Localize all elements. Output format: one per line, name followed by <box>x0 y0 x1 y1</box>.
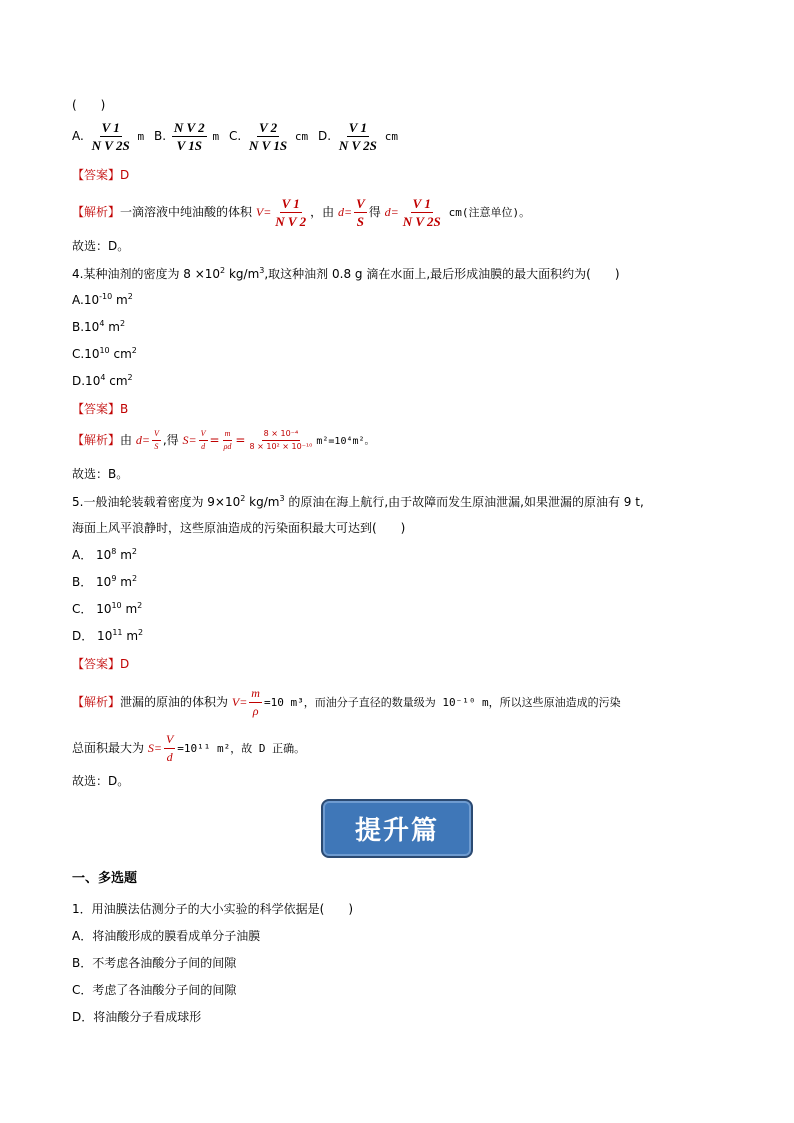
q3-analysis-f1-den: N V 2 <box>275 214 307 229</box>
q4-opt-d-text: D.10 <box>72 374 101 388</box>
q3-answer-tag: 【答案】 <box>72 168 121 182</box>
q4-opt-a-unit-exp: 2 <box>127 292 133 301</box>
q5-analysis-v: V= <box>231 695 248 709</box>
q4-analysis-tail: m²=10⁴m²。 <box>316 436 375 447</box>
q4-opt-a-unit: m <box>112 293 128 307</box>
q5-opt-b-unit-exp: 2 <box>131 574 138 583</box>
q4-opt-c-unit-exp: 2 <box>131 346 137 355</box>
q5-stem-a: 5.一般油轮装载着密度为 9×10 <box>72 495 241 509</box>
q5-opt-c-unit: m <box>121 602 138 616</box>
q3-analysis-fraction2 <box>354 196 367 229</box>
q3-analysis-f2-num: V <box>356 196 365 211</box>
q3-opt-b-label: B. <box>153 129 167 143</box>
q3-analysis-d2: d= <box>384 205 399 219</box>
q4-opt-c-text: C.10 <box>72 347 100 361</box>
q3-analysis-text4: cm(注意单位)。 <box>448 206 531 219</box>
q4-stem-c: ,取这种油剂 0.8 g 滴在水面上,最后形成油膜的最大面积约为( ) <box>264 267 620 281</box>
q3-opt-b-fraction <box>172 120 207 153</box>
q3-analysis-v: V= <box>255 205 272 219</box>
q5-opt-c-text: C． 10 <box>72 602 112 616</box>
q4-analysis-f1-num: V <box>152 429 161 441</box>
q5-opt-b-exp: 9 <box>111 574 117 583</box>
q4-analysis-text2: ,得 <box>162 433 179 447</box>
q5-analysis-text4: =10¹¹ m²，故 D 正确。 <box>177 742 306 755</box>
q4-analysis-f1-den: S <box>154 442 159 451</box>
q4-analysis-f2-num: V <box>199 429 208 441</box>
q4-opt-b-exp: 4 <box>99 319 105 328</box>
q3-analysis-fraction3 <box>401 196 443 229</box>
q3-opt-a-unit: m <box>137 130 145 143</box>
q3-opt-c-unit: cm <box>294 130 309 143</box>
q4-choose: 故选：B。 <box>72 467 129 481</box>
q4-analysis-fraction1 <box>152 429 161 452</box>
q4-opt-b-text: B.10 <box>72 320 100 334</box>
q5-stem-sup2: 3 <box>279 494 285 503</box>
q5-opt-d-unit-exp: 2 <box>138 628 144 637</box>
q4-stem-sup2: 3 <box>259 266 265 275</box>
q4-analysis-fraction4 <box>247 429 314 452</box>
q5-opt-a-unit: m <box>116 548 132 562</box>
q5-opt-b-unit: m <box>116 575 132 589</box>
q3-paren: ( ) <box>72 98 106 112</box>
q5-analysis-fraction2 <box>164 732 175 765</box>
q5-analysis-f2-num: V <box>164 732 175 749</box>
q5-opt-c-unit-exp: 2 <box>137 601 143 610</box>
q3-analysis-f1-num: V 1 <box>281 196 300 211</box>
q5-answer-value: D <box>120 657 130 671</box>
q3-answer <box>72 166 129 184</box>
q5-stem-sup1: 2 <box>240 494 246 503</box>
q3-options <box>72 120 398 153</box>
q3-opt-d-unit: cm <box>384 130 398 143</box>
q5-analysis-f1-den: ρ <box>252 704 259 718</box>
q3-opt-c-label: C. <box>228 129 242 143</box>
q3-analysis-f3-num: V 1 <box>412 196 431 211</box>
q3-opt-a-num: V 1 <box>101 120 120 135</box>
q5-opt-d-text: D． 10 <box>72 629 113 643</box>
q3-opt-a-fraction <box>90 120 132 153</box>
q4-option-c <box>72 345 137 363</box>
q1-option-d: D．将油酸分子看成球形 <box>72 1010 202 1024</box>
q5-option-d <box>72 627 143 645</box>
q3-analysis-text1: 一滴溶液中纯油酸的体积 <box>120 205 253 219</box>
q4-stem-a: 4.某种油剂的密度为 8 ×10 <box>72 267 221 281</box>
q4-opt-a-text: A.10 <box>72 293 100 307</box>
q5-opt-a-unit-exp: 2 <box>131 547 137 556</box>
q5-opt-c-exp: 10 <box>111 601 122 610</box>
q5-opt-a-exp: 8 <box>111 547 117 556</box>
q3-opt-d-den: N V 2S <box>338 138 377 153</box>
q4-analysis <box>72 425 375 457</box>
q3-analysis-f2-den: S <box>356 214 365 229</box>
q4-analysis-f3-num: m <box>223 429 233 441</box>
q3-analysis-tag: 【解析】 <box>72 205 121 219</box>
q4-analysis-eq2: = <box>235 433 246 447</box>
q4-option-a <box>72 291 133 309</box>
q4-opt-d-unit-exp: 2 <box>127 373 133 382</box>
q4-opt-b-unit: m <box>104 320 120 334</box>
q3-analysis-fraction1 <box>273 196 308 229</box>
q4-analysis-s: S= <box>182 433 197 447</box>
q4-analysis-tag: 【解析】 <box>72 433 121 447</box>
q4-answer-tag: 【答案】 <box>72 402 121 416</box>
q4-analysis-f4-num: 8 × 10⁻⁴ <box>262 429 301 441</box>
q3-opt-d-label: D. <box>317 129 332 143</box>
q4-opt-d-exp: 4 <box>100 373 106 382</box>
q3-opt-a-den: N V 2S <box>91 138 130 153</box>
q3-opt-c-fraction <box>247 120 289 153</box>
q3-analysis <box>72 196 530 229</box>
q1-stem: 1．用油膜法估测分子的大小实验的科学依据是( ) <box>72 902 354 916</box>
q5-stem-b: kg/m <box>245 495 280 509</box>
q3-opt-b-num: N V 2 <box>173 120 205 135</box>
q3-analysis-d: d= <box>337 205 353 219</box>
q5-opt-d-unit: m <box>122 629 139 643</box>
q5-option-c <box>72 600 142 618</box>
q3-opt-d-num: V 1 <box>348 120 367 135</box>
q4-stem <box>72 265 620 283</box>
section-banner-title: 提升篇 <box>354 816 439 846</box>
q3-analysis-text2: ，由 <box>310 205 335 219</box>
q4-analysis-text1: 由 <box>120 433 133 447</box>
q4-opt-c-exp: 10 <box>99 346 110 355</box>
q3-opt-b-den: V 1S <box>176 138 202 153</box>
q3-opt-c-num: V 2 <box>258 120 278 135</box>
q4-analysis-d: d= <box>135 433 150 447</box>
q4-analysis-fraction2 <box>199 429 208 452</box>
q3-opt-a-label: A. <box>72 129 84 143</box>
q5-analysis-line1 <box>72 685 621 720</box>
q3-analysis-f3-den: N V 2S <box>402 214 441 229</box>
q4-answer-value: B <box>120 402 129 416</box>
q5-analysis-s: S= <box>147 741 162 755</box>
q4-analysis-eq1: = <box>209 433 220 447</box>
q5-choose: 故选：D。 <box>72 774 130 788</box>
q3-choose: 故选：D。 <box>72 239 130 253</box>
q5-answer-tag: 【答案】 <box>72 657 121 671</box>
q5-analysis-line2 <box>72 731 305 766</box>
q4-opt-b-unit-exp: 2 <box>119 319 126 328</box>
q5-option-a <box>72 546 137 564</box>
q3-opt-b-unit: m <box>212 130 220 143</box>
q5-opt-b-text: B． 10 <box>72 575 112 589</box>
q4-stem-sup1: 2 <box>220 266 226 275</box>
q1-option-a: A．将油酸形成的膜看成单分子油膜 <box>72 929 261 943</box>
q5-stem-line2: 海面上风平浪静时，这些原油造成的污染面积最大可达到( ) <box>72 521 406 535</box>
q5-opt-a-text: A． 10 <box>72 548 112 562</box>
q5-opt-d-exp: 11 <box>112 628 123 637</box>
q4-opt-d-unit: cm <box>105 374 128 388</box>
q3-answer-value: D <box>120 168 130 182</box>
q4-analysis-f2-den: d <box>201 442 206 451</box>
q1-option-b: B．不考虑各油酸分子间的间隙 <box>72 956 237 970</box>
q4-stem-b: kg/m <box>225 267 260 281</box>
q5-analysis-text2: =10 m³，而油分子直径的数量级为 10⁻¹⁰ m，所以这些原油造成的污染 <box>263 696 621 709</box>
q4-option-b <box>72 318 125 336</box>
q3-opt-d-fraction <box>337 120 379 153</box>
q5-analysis-text3: 总面积最大为 <box>72 741 145 755</box>
q5-answer <box>72 655 129 673</box>
q4-analysis-f3-den: ρd <box>223 442 232 451</box>
q4-option-d <box>72 372 133 390</box>
q5-analysis-tag: 【解析】 <box>72 695 121 709</box>
q5-stem-c: 的原油在海上航行,由于故障而发生原油泄漏,如果泄漏的原油有 9 t, <box>284 495 644 509</box>
q1-option-c: C．考虑了各油酸分子间的间隙 <box>72 983 237 997</box>
q5-analysis-text1: 泄漏的原油的体积为 <box>120 695 229 709</box>
section-heading: 一、多选题 <box>72 871 138 886</box>
q5-stem-line1 <box>72 493 644 511</box>
q5-option-b <box>72 573 137 591</box>
q5-analysis-f2-den: d <box>166 750 173 764</box>
section-banner <box>321 799 473 858</box>
q3-opt-c-den: N V 1S <box>249 138 288 153</box>
q3-analysis-text3: 得 <box>368 205 381 219</box>
q4-opt-a-exp: -10 <box>99 292 113 301</box>
q4-answer <box>72 400 128 418</box>
q4-opt-c-unit: cm <box>109 347 132 361</box>
q5-analysis-f1-num: m <box>249 686 262 703</box>
q4-analysis-f4-den: 8 × 10² × 10⁻¹⁰ <box>249 442 313 451</box>
q5-analysis-fraction1 <box>249 686 262 719</box>
q4-analysis-fraction3 <box>222 429 234 452</box>
